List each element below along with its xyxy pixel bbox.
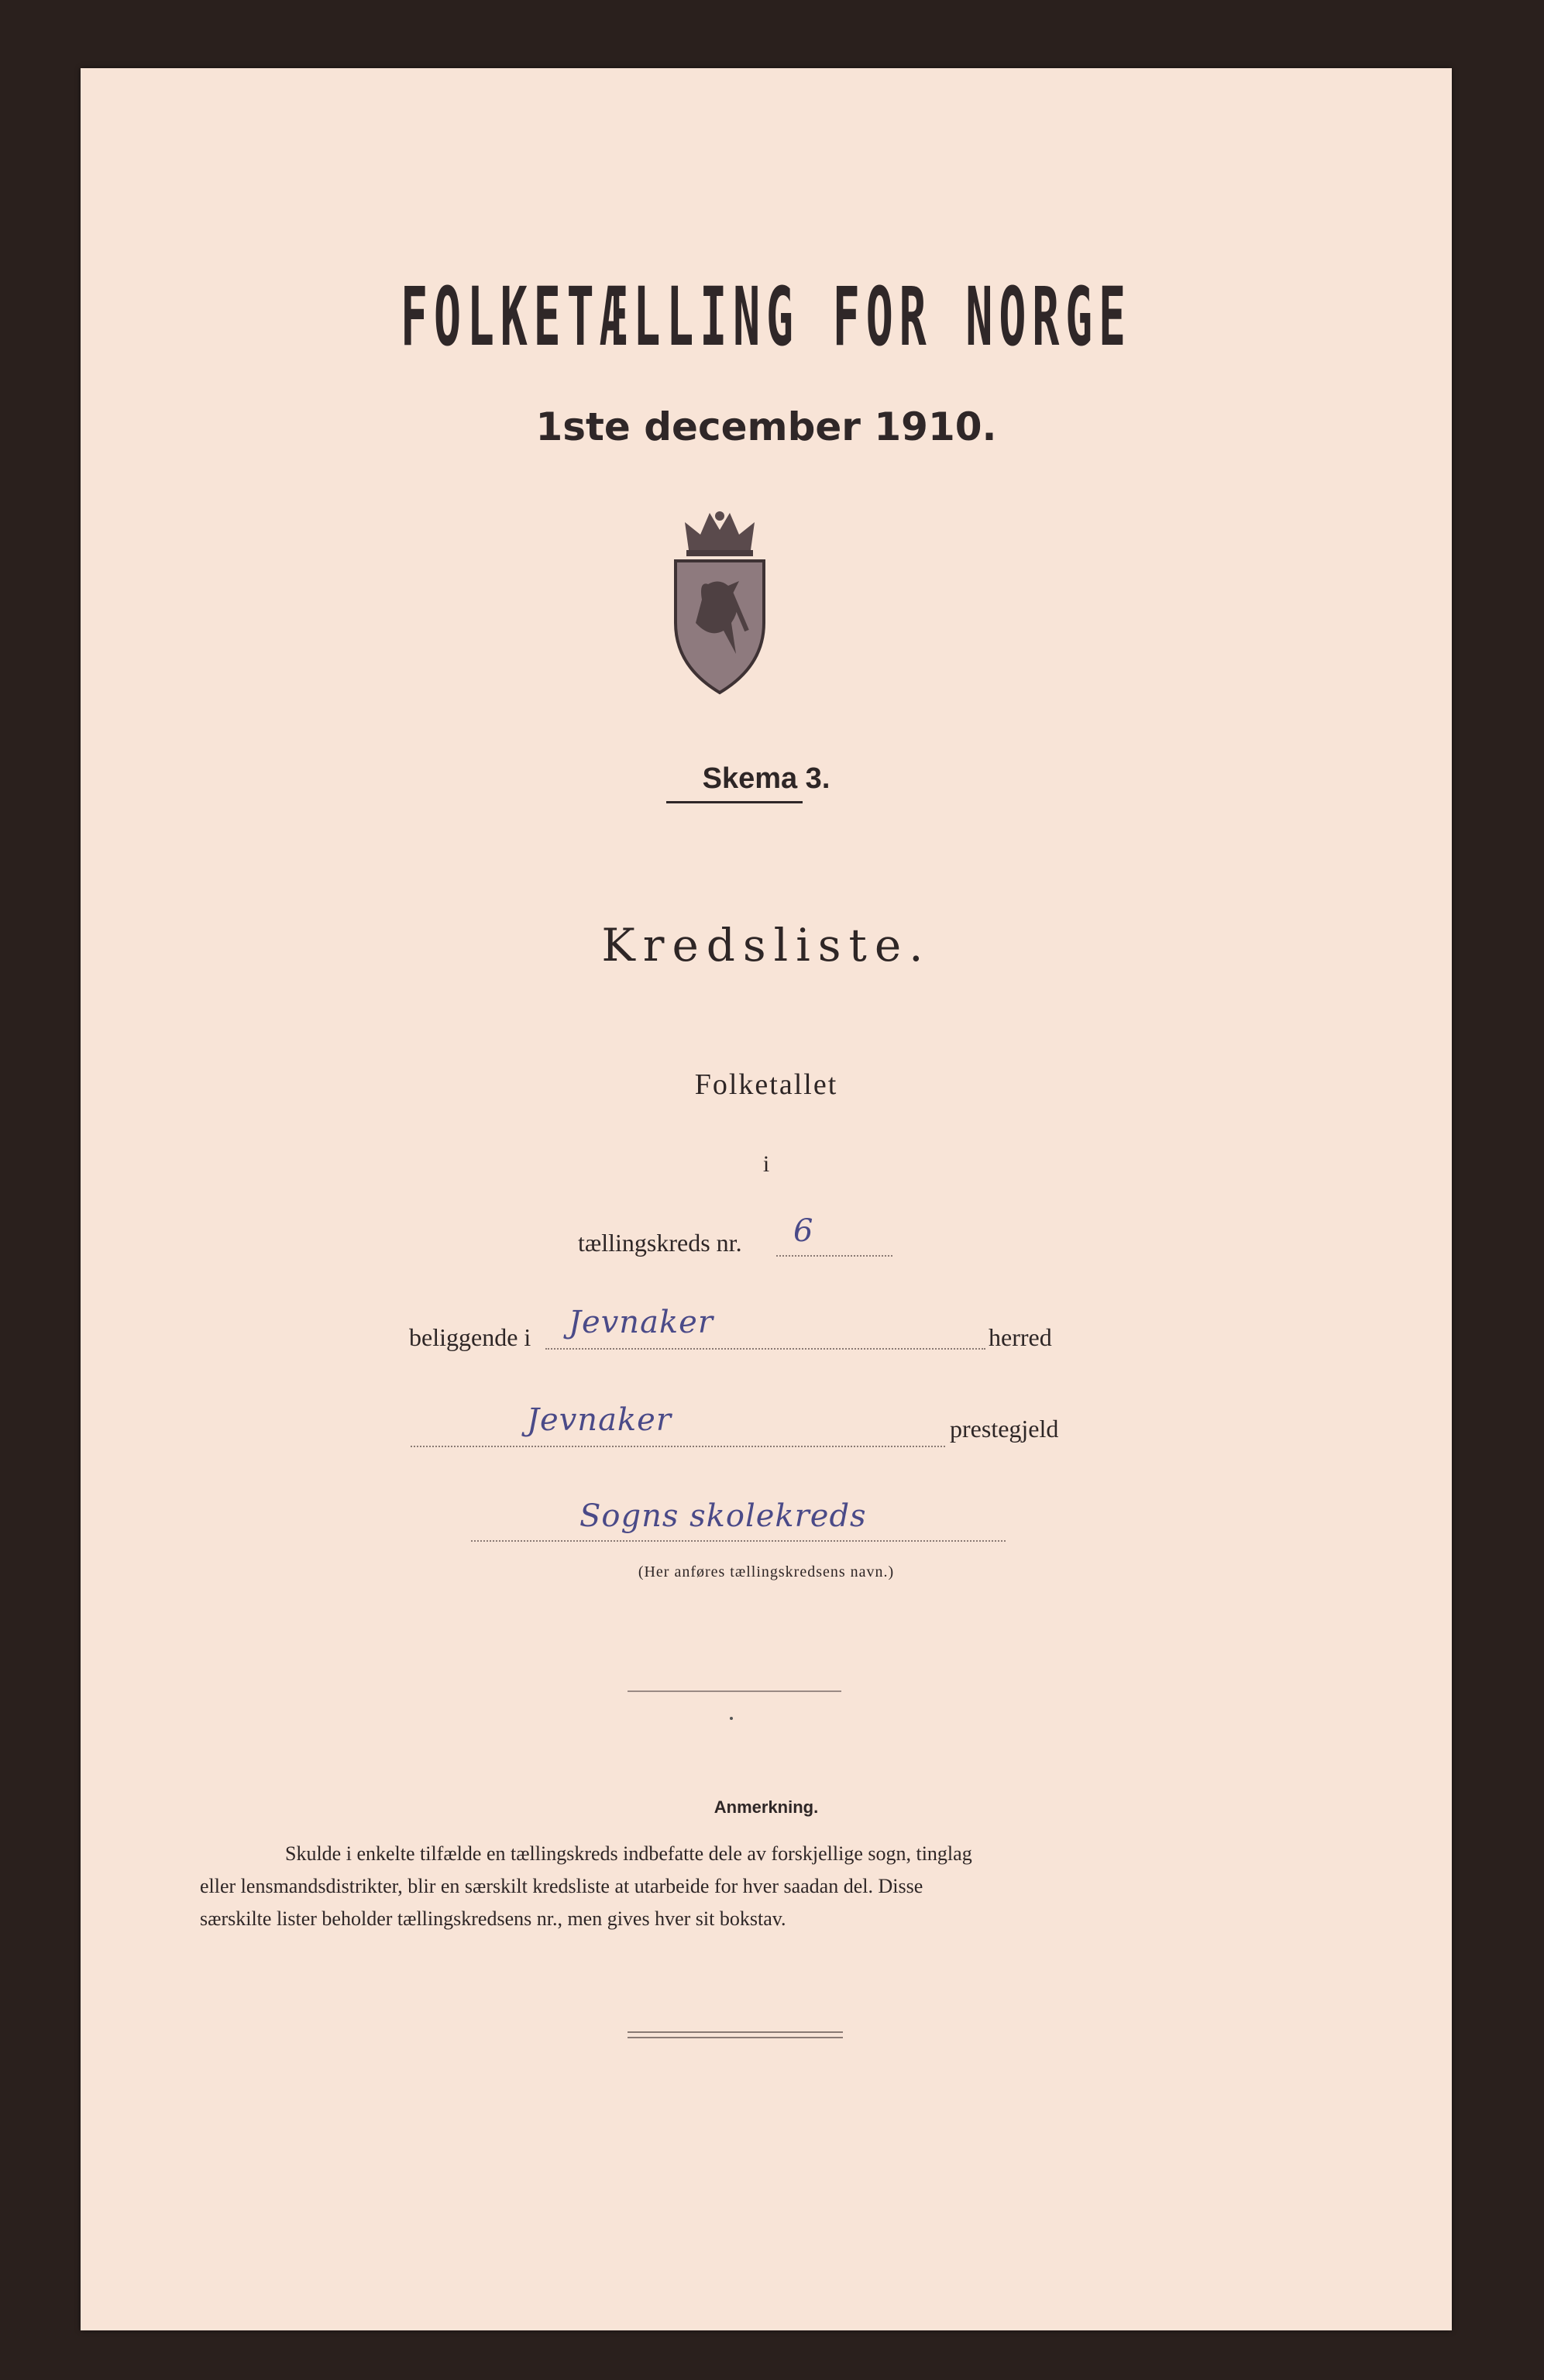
district-name-caption: (Her anføres tællingskredsens navn.): [638, 1563, 895, 1580]
page-title: FOLKETÆLLING FOR NORGE: [401, 270, 1132, 364]
coat-of-arms-icon: [662, 507, 778, 697]
form-subheading: Folketallet: [694, 1068, 838, 1101]
ink-dot: [730, 1717, 733, 1720]
district-number-label: tællingskreds nr.: [578, 1229, 742, 1257]
district-number-value: 6: [793, 1213, 814, 1249]
census-date: 1ste december 1910.: [535, 404, 997, 449]
note-line: særskilte lister beholder tællingskredsens nr., men gives hver sit bokstav.: [200, 1907, 786, 1930]
herred-value: Jevnaker: [569, 1305, 714, 1340]
preposition-text: i: [762, 1151, 770, 1177]
section-divider: [628, 1690, 841, 1692]
located-label: beliggende i: [409, 1323, 531, 1351]
note-line: eller lensmandsdistrikter, blir en særskilt kredsliste at utarbeide for hver saadan del. Disse: [200, 1875, 923, 1897]
district-name-value: Sogns skolekreds: [579, 1498, 867, 1534]
herred-field[interactable]: [545, 1305, 985, 1350]
prestegjeld-value: Jevnaker: [527, 1402, 672, 1438]
district-name-field[interactable]: [471, 1497, 1006, 1542]
prestegjeld-label: prestegjeld: [950, 1415, 1059, 1443]
schema-underline: [666, 801, 803, 803]
prestegjeld-field[interactable]: [411, 1402, 945, 1447]
census-form-page: [81, 68, 1452, 2330]
note-line: Skulde i enkelte tilfælde en tællingskreds indbefatte dele av forskjellige sogn, tinglag: [285, 1842, 972, 1865]
bottom-double-rule: [628, 2031, 843, 2033]
herred-label: herred: [989, 1323, 1052, 1351]
note-heading: Anmerkning.: [714, 1797, 819, 1817]
form-heading: Kredsliste.: [601, 919, 931, 972]
district-number-field[interactable]: [776, 1213, 892, 1257]
schema-label: Skema 3.: [702, 762, 830, 795]
bottom-double-rule: [628, 2037, 843, 2038]
